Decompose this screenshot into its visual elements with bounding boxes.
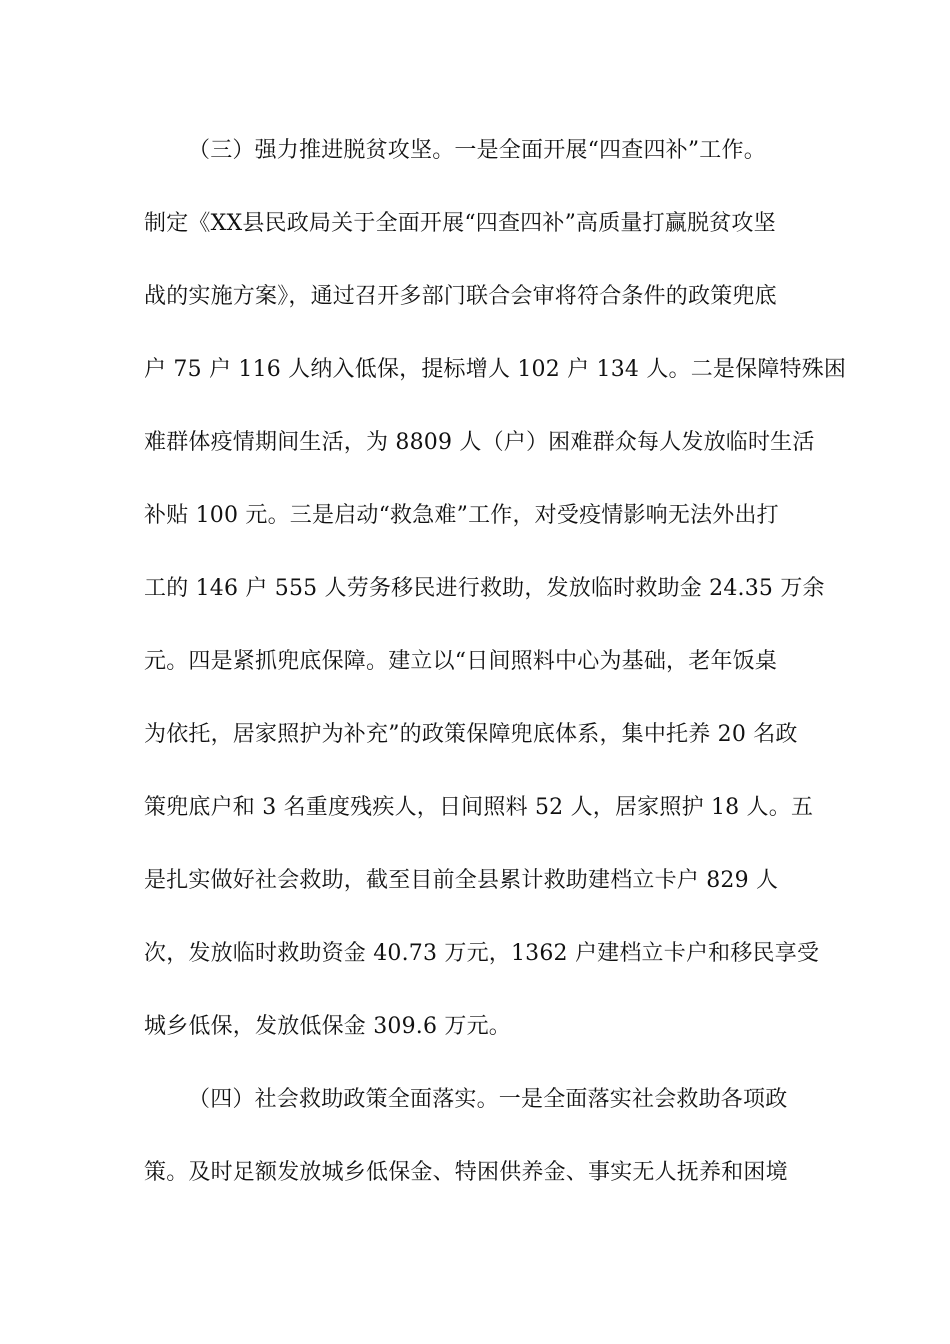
- paragraph-3-line-7: 工的 146 户 555 人劳务移民进行救助，发放临时救助金 24.35 万余: [144, 576, 825, 601]
- paragraph-3-line-5: 难群体疫情期间生活，为 8809 人（户）困难群众每人发放临时生活: [144, 430, 815, 455]
- paragraph-4-line-1: （四）社会救助政策全面落实。一是全面落实社会救助各项政: [188, 1087, 788, 1112]
- paragraph-4-line-2: 策。及时足额发放城乡低保金、特困供养金、事实无人抚养和困境: [144, 1160, 788, 1185]
- paragraph-3-line-3: 战的实施方案》，通过召开多部门联合会审将符合条件的政策兜底: [144, 284, 777, 309]
- paragraph-3-line-4: 户 75 户 116 人纳入低保，提标增人 102 户 134 人。二是保障特殊困: [144, 357, 847, 382]
- paragraph-3-line-2: 制定《XX县民政局关于全面开展“四查四补”高质量打赢脱贫攻坚: [144, 211, 776, 236]
- paragraph-3-line-13: 城乡低保，发放低保金 309.6 万元。: [144, 1014, 511, 1039]
- paragraph-3-line-12: 次，发放临时救助资金 40.73 万元，1362 户建档立卡户和移民享受: [144, 941, 820, 966]
- paragraph-3-line-8: 元。四是紧抓兜底保障。建立以“日间照料中心为基础，老年饭桌: [144, 649, 778, 674]
- paragraph-3-line-1: （三）强力推进脱贫攻坚。一是全面开展“四查四补”工作。: [188, 138, 766, 163]
- paragraph-3-line-11: 是扎实做好社会救助，截至目前全县累计救助建档立卡户 829 人: [144, 868, 779, 893]
- paragraph-3-line-10: 策兜底户和 3 名重度残疾人，日间照料 52 人，居家照护 18 人。五: [144, 795, 814, 820]
- paragraph-3-line-6: 补贴 100 元。三是启动“救急难”工作，对受疫情影响无法外出打: [144, 503, 779, 528]
- paragraph-3-line-9: 为依托，居家照护为补充”的政策保障兜底体系，集中托养 20 名政: [144, 722, 798, 747]
